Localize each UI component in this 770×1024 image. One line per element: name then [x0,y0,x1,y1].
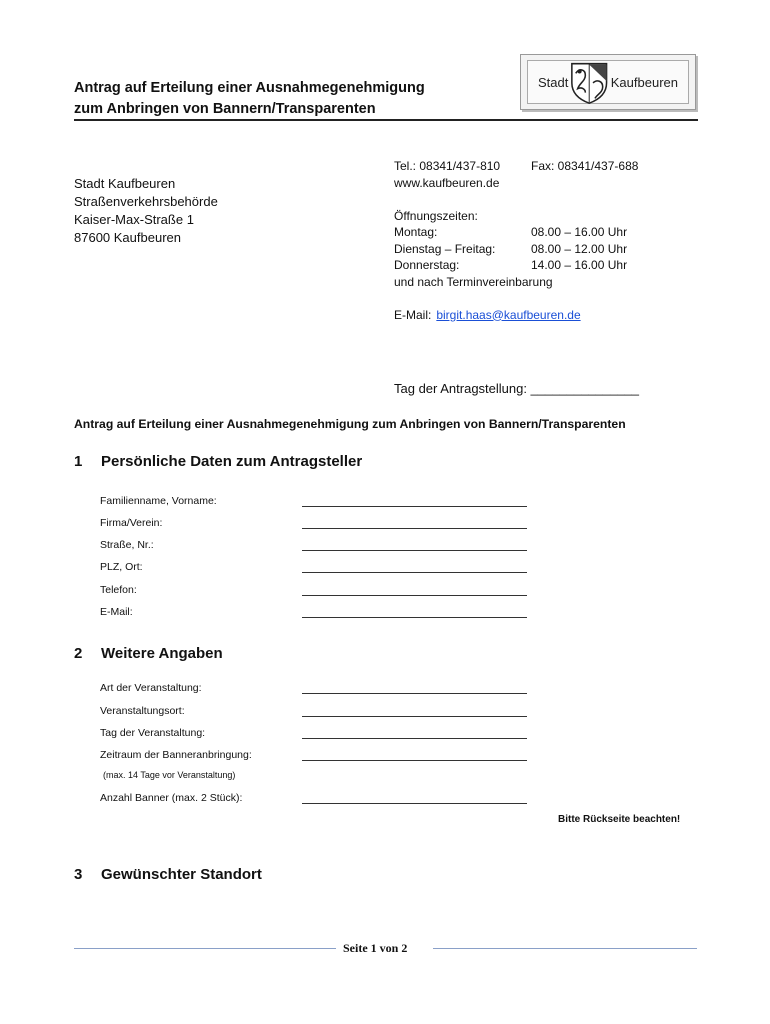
period-note: (max. 14 Tage vor Veranstaltung) [103,770,236,780]
input-line-event-date[interactable] [302,738,527,739]
hours-day: Dienstag – Freitag: [394,241,496,256]
hours-day: Montag: [394,225,438,239]
input-line-email[interactable] [302,617,527,618]
field-label-email: E-Mail: [100,606,133,618]
input-line-banner-period[interactable] [302,760,527,761]
contact-info [394,158,638,323]
input-line-city[interactable] [302,572,527,573]
section-number: 1 [74,453,83,470]
field-label-event-date: Tag der Veranstaltung: [100,727,206,739]
input-line-event-location[interactable] [302,716,527,717]
email-label: E-Mail: [394,307,432,322]
field-label-city: PLZ, Ort: [100,561,143,573]
section-2-heading [74,645,223,662]
section-title: Gewünschter Standort [101,866,262,883]
field-label-street: Straße, Nr.: [100,539,154,551]
turn-over-note: Bitte Rückseite beachten! [558,814,681,825]
logo-text-right: Kaufbeuren [610,74,678,90]
footer-rule-right [433,948,697,949]
hours-time: 14.00 – 16.00 Uhr [531,258,628,272]
hours-time: 08.00 – 12.00 Uhr [531,241,628,256]
address-line: 87600 Kaufbeuren [74,230,181,245]
input-line-name[interactable] [302,506,527,507]
authority-address [74,175,218,247]
section-number: 3 [74,866,83,883]
input-line-event-type[interactable] [302,693,527,694]
section-title: Weitere Angaben [101,645,223,662]
hours-time: 08.00 – 16.00 Uhr [531,225,628,239]
field-label-banner-count: Anzahl Banner (max. 2 Stück): [100,792,243,804]
input-line-banner-count[interactable] [302,803,527,804]
application-date-field[interactable]: Tag der Antragstellung: _______________ [394,381,640,396]
page-number: Seite 1 von 2 [343,941,408,955]
address-line: Kaiser-Max-Straße 1 [74,212,194,227]
field-label-event-type: Art der Veranstaltung: [100,682,202,694]
input-line-street[interactable] [302,550,527,551]
phone-number: Tel.: 08341/437-810 [394,159,501,173]
appointment-note: und nach Terminvereinbarung [394,274,553,289]
email-link[interactable]: birgit.haas@kaufbeuren.de [436,307,581,322]
logo-text-left: Stadt [538,74,569,90]
address-line: Stadt Kaufbeuren [74,176,176,191]
field-label-name: Familienname, Vorname: [100,495,217,507]
form-subtitle: Antrag auf Erteilung einer Ausnahmegenehmigung zum Anbringen von Bannern/Transparenten [74,417,626,431]
website: www.kaufbeuren.de [394,175,500,190]
coat-of-arms-icon [568,59,610,105]
footer-rule-left [74,948,336,949]
field-label-phone: Telefon: [100,584,137,596]
field-label-banner-period: Zeitraum der Banneranbringung: [100,749,252,761]
section-1-heading [74,453,362,470]
input-line-company[interactable] [302,528,527,529]
opening-hours-label: Öffnungszeiten: [394,208,478,223]
fax-number: Fax: 08341/437-688 [531,159,639,173]
address-line: Straßenverkehrsbehörde [74,194,218,209]
hours-day: Donnerstag: [394,258,460,272]
title-line-2: zum Anbringen von Bannern/Transparenten [74,101,376,117]
field-label-event-location: Veranstaltungsort: [100,705,185,717]
section-title: Persönliche Daten zum Antragsteller [101,453,363,470]
document-title [74,78,425,120]
city-logo [520,54,696,110]
section-number: 2 [74,645,83,662]
input-line-phone[interactable] [302,595,527,596]
header-divider [74,119,698,121]
title-line-1: Antrag auf Erteilung einer Ausnahmegenehmigung [74,80,425,96]
section-3-heading [74,866,262,883]
field-label-company: Firma/Verein: [100,517,163,529]
